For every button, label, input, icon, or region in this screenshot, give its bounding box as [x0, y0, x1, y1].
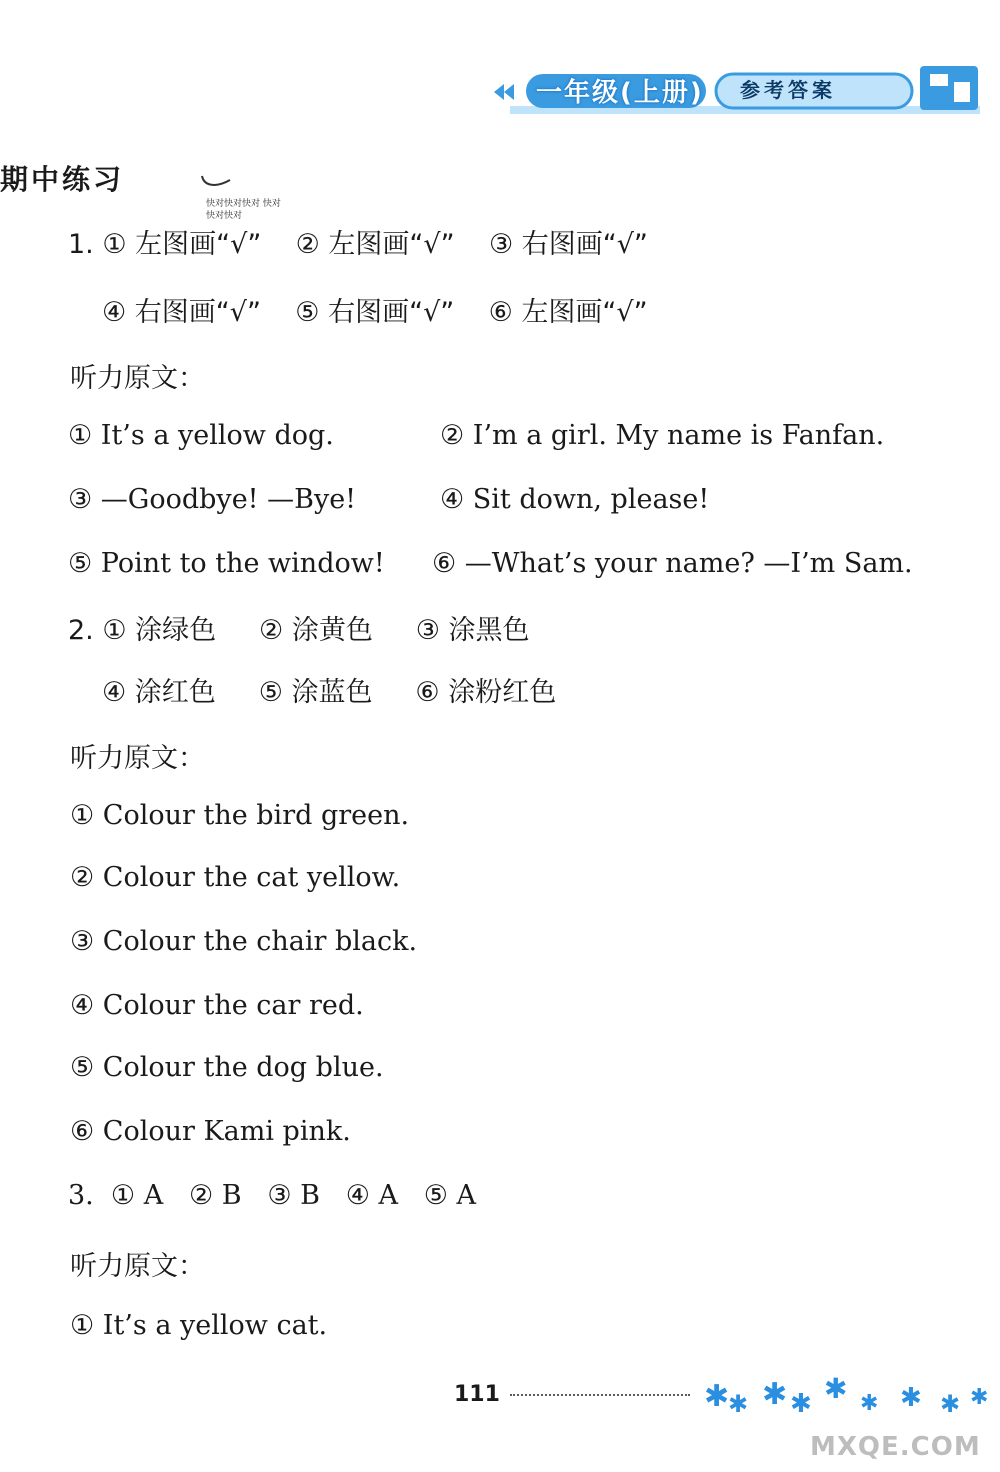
watermark: MXQE.COM	[810, 1432, 981, 1462]
q2-listening-label: 听力原文：	[70, 743, 205, 774]
q1-sentence-6: ⑥ —What’s your name? —I’m Sam.	[432, 548, 913, 579]
svg-text:✱: ✱	[728, 1390, 749, 1418]
stamp-text: 快对快对快对 快对快对快对	[206, 199, 281, 221]
q3-listening-label: 听力原文：	[70, 1251, 205, 1282]
q1-sentence-3: ③ —Goodbye! —Bye!	[68, 484, 357, 515]
q2-sentence-6: ⑥ Colour Kami pink.	[70, 1116, 351, 1147]
q1-answers-row2: ④ 右图画“√” ⑤ 右图画“√” ⑥ 左图画“√”	[102, 297, 648, 328]
q2-sentence-4: ④ Colour the car red.	[70, 990, 364, 1021]
section-title: 期中练习	[0, 163, 125, 196]
q1-listening-label: 听力原文：	[70, 363, 205, 394]
q2-sentence-5: ⑤ Colour the dog blue.	[70, 1052, 384, 1083]
page-number: 111	[454, 1382, 500, 1407]
svg-text:✱: ✱	[824, 1372, 848, 1405]
handwritten-mark-icon	[196, 172, 236, 196]
q2-sentence-1: ① Colour the bird green.	[70, 800, 410, 831]
svg-text:✱: ✱	[704, 1379, 730, 1414]
svg-text:✱: ✱	[790, 1389, 812, 1419]
q2-sentence-3: ③ Colour the chair black.	[70, 926, 418, 957]
svg-text:✱: ✱	[970, 1385, 989, 1410]
q3-sentence-1: ① It’s a yellow cat.	[70, 1310, 328, 1341]
q2-sentence-2: ② Colour the cat yellow.	[70, 862, 401, 893]
footer-dotted-line	[510, 1394, 690, 1396]
grade-label: 一年级(上册)	[536, 78, 704, 108]
q1-sentence-2: ② I’m a girl. My name is Fanfan.	[440, 420, 885, 451]
q1-sentence-4: ④ Sit down, please!	[440, 484, 710, 515]
svg-text:✱: ✱	[940, 1390, 961, 1418]
q2-answers-row2: ④ 涂红色 ⑤ 涂蓝色 ⑥ 涂粉红色	[102, 677, 557, 708]
q1-answers-row1: 1. ① 左图画“√” ② 左图画“√” ③ 右图画“√”	[68, 229, 648, 260]
svg-text:✱: ✱	[900, 1383, 922, 1413]
q3-answers: 3. ① A ② B ③ B ④ A ⑤ A	[68, 1180, 477, 1211]
decorative-stars-icon	[700, 1370, 995, 1420]
answer-label: 参考答案	[740, 78, 836, 102]
svg-text:✱: ✱	[860, 1391, 879, 1416]
svg-text:✱: ✱	[762, 1377, 788, 1412]
q1-sentence-1: ① It’s a yellow dog.	[68, 420, 334, 451]
q1-sentence-5: ⑤ Point to the window!	[68, 548, 385, 579]
q2-answers-row1: 2. ① 涂绿色 ② 涂黄色 ③ 涂黑色	[68, 615, 530, 646]
